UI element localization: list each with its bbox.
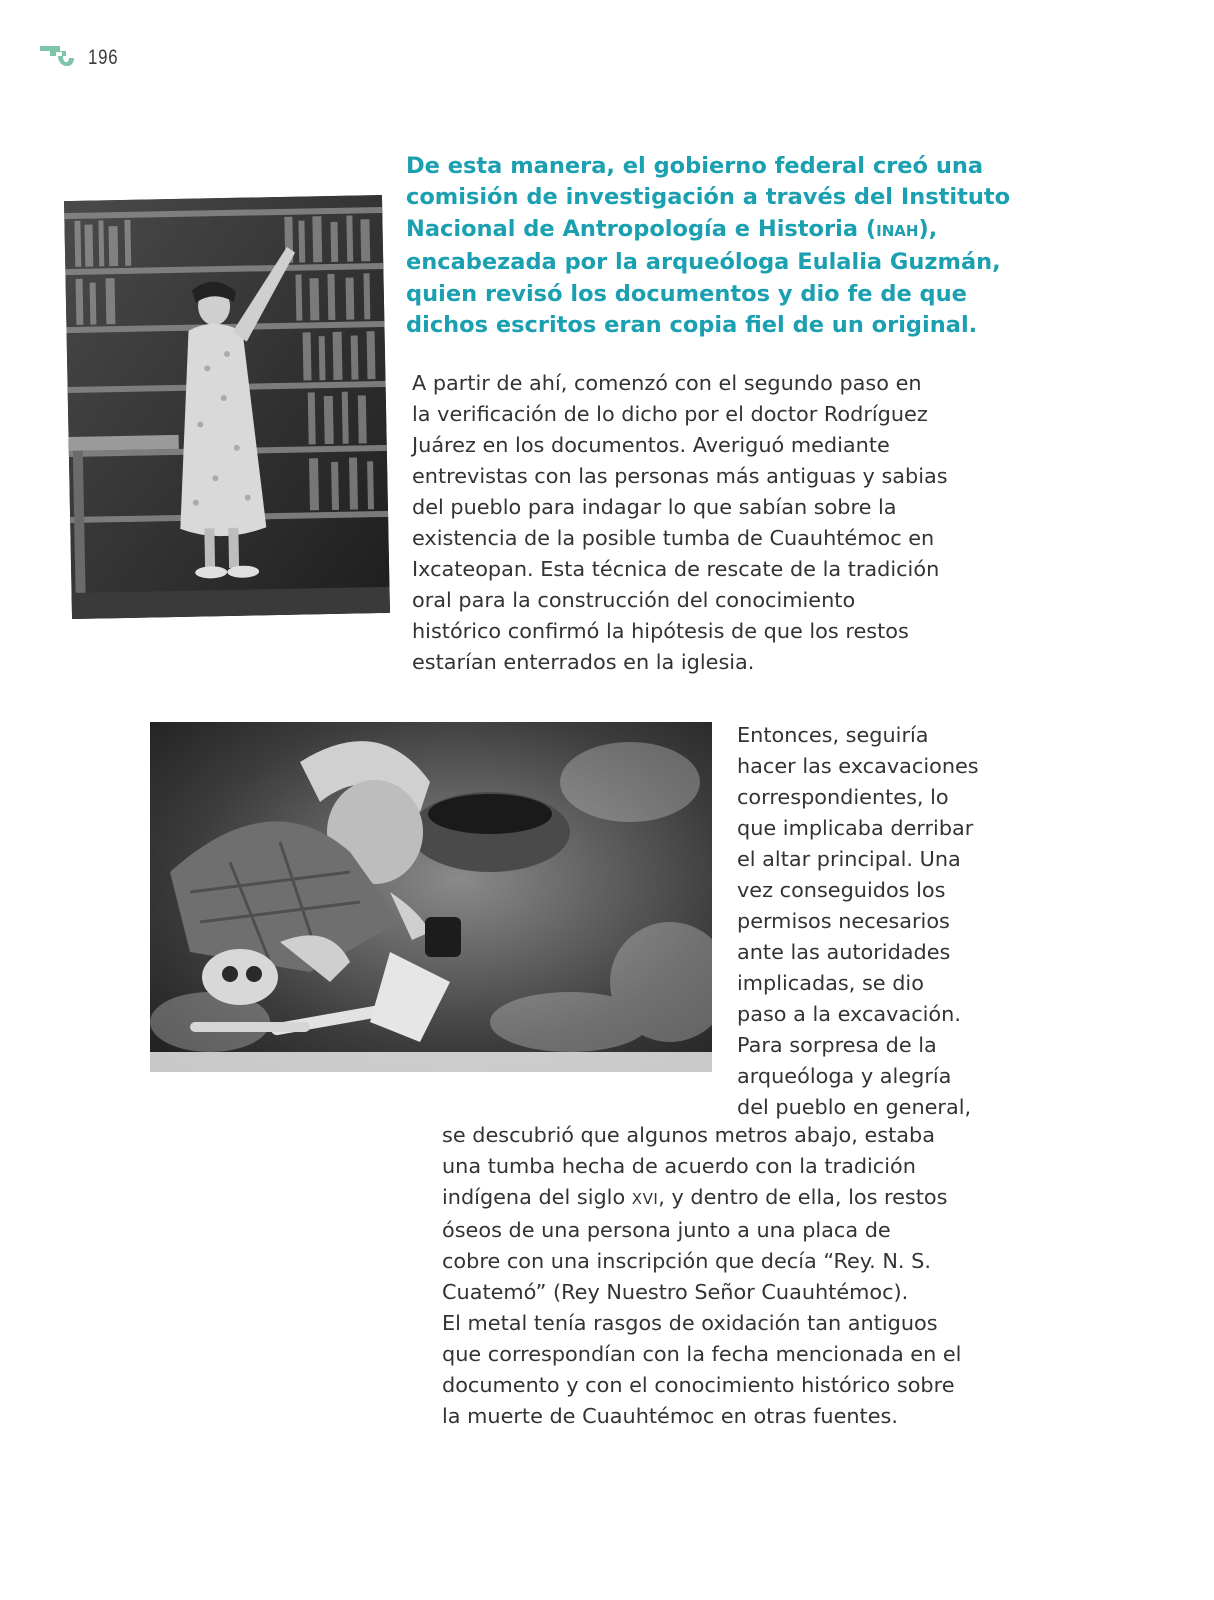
paragraph-line: correspondientes, lo [737,785,949,809]
paragraph-line: Para sorpresa de la [737,1033,937,1057]
section-glyph-icon [38,42,78,74]
paragraph-line: Cuatemó” (Rey Nuestro Señor Cuauhtémoc). [442,1280,909,1304]
paragraph-text: , y dentro de ella, los restos [658,1185,948,1209]
paragraph-line: El metal tenía rasgos de oxidación tan antiguos [442,1311,938,1335]
paragraph-line: la muerte de Cuauhtémoc en otras fuentes. [442,1404,898,1428]
archive-photo [64,195,390,619]
paragraph-line: hacer las excavaciones [737,754,979,778]
intro-text: Nacional de Antropología e Historia ( [406,215,877,242]
intro-line [406,214,1046,247]
inah-acronym: INAH [876,221,919,240]
intro-line: comisión de investigación a través del Instituto [406,184,1011,211]
century-numeral: XVI [631,1190,659,1208]
intro-text: , [992,249,1001,276]
paragraph-line [442,1182,961,1215]
paragraph-line: se descubrió que algunos metros abajo, estaba [442,1123,935,1147]
highlighted-name: Eulalia Guzmán [797,249,993,276]
excavation-photo [150,722,712,1072]
paragraph-line: entrevistas con las personas más antiguas y sabias [412,464,948,488]
paragraph-oral-tradition [412,368,948,678]
paragraph-line: del pueblo para indagar lo que sabían sobre la [412,495,897,519]
intro-line: dichos escritos eran copia fiel de un original. [406,312,978,339]
paragraph-line: permisos necesarios [737,909,950,933]
intro-text: encabezada por la arqueóloga [406,249,798,276]
highlighted-intro [406,151,1046,341]
paragraph-line: que correspondían con la fecha mencionada en el [442,1342,962,1366]
paragraph-excavation [737,720,979,1123]
paragraph-line: que implicaba derribar [737,816,974,840]
paragraph-line: paso a la excavación. [737,1002,961,1026]
paragraph-line: Ixcateopan. Esta técnica de rescate de la tradición [412,557,940,581]
paragraph-line: arqueóloga y alegría [737,1064,952,1088]
archaeologist-excavation-image [150,722,712,1072]
paragraph-line: ante las autoridades [737,940,951,964]
paragraph-discovery [442,1120,961,1432]
paragraph-line: documento y con el conocimiento histórico sobre [442,1373,955,1397]
paragraph-line: del pueblo en general, [737,1095,972,1119]
paragraph-line: A partir de ahí, comenzó con el segundo paso en [412,371,922,395]
intro-line: quien revisó los documentos y dio fe de que [406,280,967,307]
paragraph-line: cobre con una inscripción que decía “Rey. N. S. [442,1249,931,1273]
paragraph-line: Juárez en los documentos. Averiguó mediante [412,433,890,457]
paragraph-line: histórico confirmó la hipótesis de que los restos [412,619,909,643]
paragraph-line: implicadas, se dio [737,971,924,995]
paragraph-line: estarían enterrados en la iglesia. [412,650,755,674]
page-number: 196 [88,46,119,69]
paragraph-line: Entonces, seguiría [737,723,929,747]
paragraph-line: una tumba hecha de acuerdo con la tradición [442,1154,916,1178]
paragraph-line: vez conseguidos los [737,878,946,902]
archivist-at-shelves-image [64,195,390,619]
page-header [38,42,126,74]
intro-line: De esta manera, el gobierno federal creó una [406,153,984,179]
intro-text: ), [918,215,938,242]
paragraph-line: la verificación de lo dicho por el doctor Rodríguez [412,402,928,426]
paragraph-line: óseos de una persona junto a una placa de [442,1218,891,1242]
paragraph-text: indígena del siglo [442,1185,632,1209]
paragraph-line: el altar principal. Una [737,847,961,871]
paragraph-line: existencia de la posible tumba de Cuauhtémoc en [412,526,935,550]
intro-line [406,247,1046,278]
paragraph-line: oral para la construcción del conocimiento [412,588,856,612]
